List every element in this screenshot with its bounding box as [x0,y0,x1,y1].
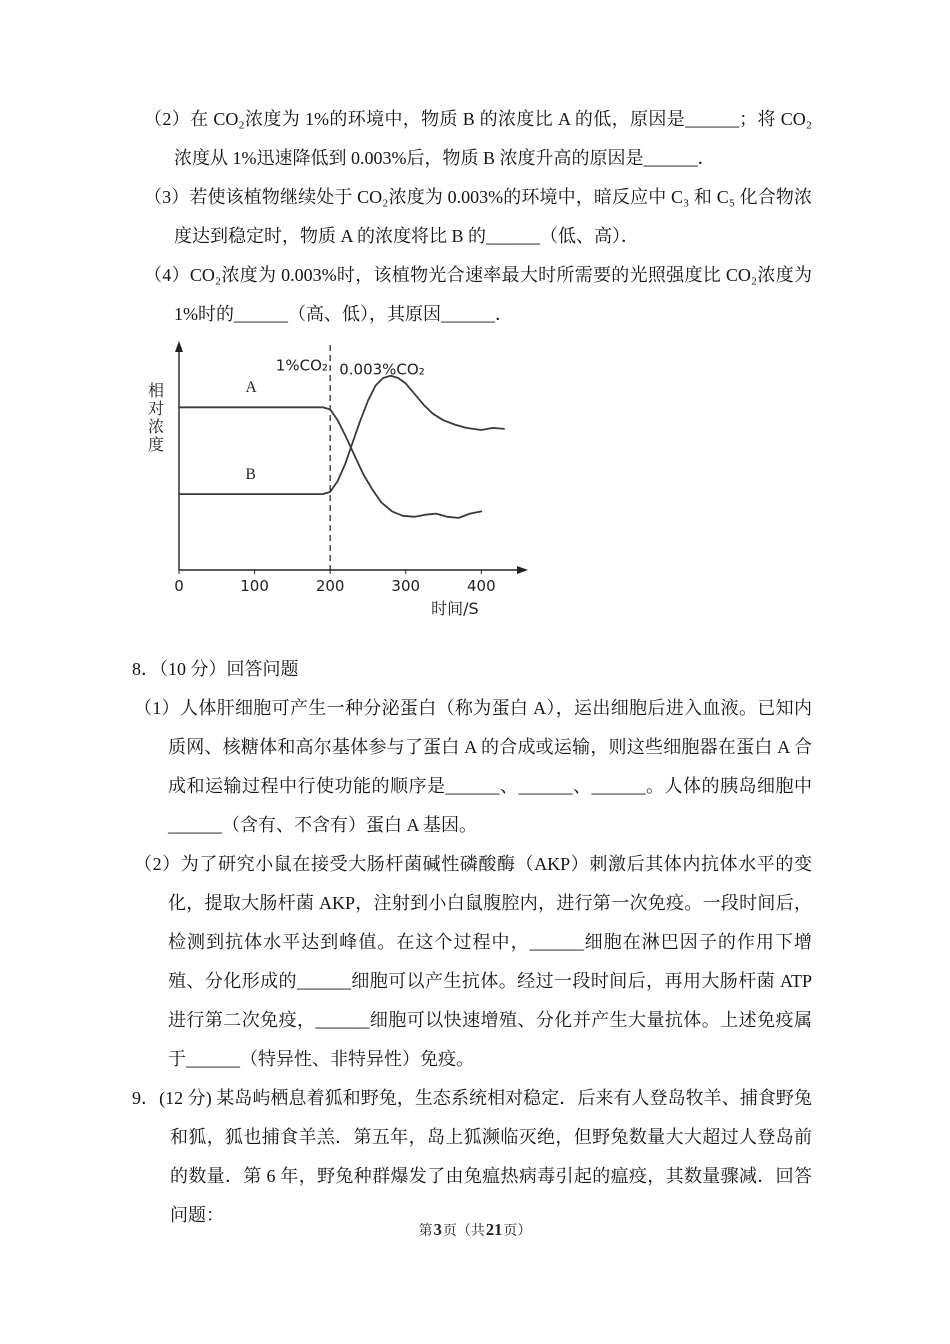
curve-B [179,376,504,494]
question8-header: 8．（10 分）回答问题 [132,659,299,679]
question8-part2: （2）为了研究小鼠在接受大肠杆菌碱性磷酸酶（AKP）刺激后其体内抗体水平的变化，提取大肠杆菌 AKP，注射到小白鼠腹腔内，进行第一次免疫。一段时间后，检测到抗体水平达到峰值。在这个过程中，______细胞在淋巴因子的作用下增殖、分化形成的______细胞可以产生抗体。经过一段时间后，再用大肠杆菌 ATP 进行第二次免疫，______细胞可以快速增殖、分化并产生大量抗体。上述免疫属于______（特异性、非特异性）免疫。 [134,854,812,1069]
curve-label-A: A [245,379,257,397]
chart-canvas [134,338,554,626]
question9-stem: 9．(12 分) 某岛屿栖息着狐和野兔，生态系统相对稳定．后来有人登岛牧羊、捕食野兔和狐，狐也捕食羊羔．第五年，岛上狐濒临灭绝，但野兔数量大大超过人登岛前的数量．第 6 年，野兔种群爆发了由兔瘟热病毒引起的瘟疫，其数量骤减．回答问题： [132,1088,812,1225]
footer-middle: 页（共 [442,1224,485,1239]
x-axis-arrow-icon [517,566,528,574]
page-footer [0,1220,950,1240]
y-axis-title: 相对浓度 [148,381,165,454]
question8-part1: （1）人体肝细胞可产生一种分泌蛋白（称为蛋白 A），运出细胞后进入血液。已知内质网、核糖体和高尔基体参与了蛋白 A 的合成或运输，则这些细胞器在蛋白 A 合成和运输过程中行使功能的顺序是______、______、______。人体的胰岛细胞中______（含有、不含有）蛋白 A 基因。 [134,698,812,835]
total-page-count: 21 [485,1220,503,1239]
co2-annotation-1: 0.003%CO₂ [339,360,425,379]
question7-part3: （3）若使该植物继续处于 CO₂浓度为 0.003%的环境中，暗反应中 C₃ 和 C₅ 化合物浓度达到稳定时，物质 A 的浓度将比 B 的______（低、高）． [144,187,812,246]
x-tick-label: 0 [174,577,184,595]
x-tick-label: 200 [315,577,345,595]
x-tick-label: 100 [240,577,269,595]
footer-prefix: 第 [418,1224,433,1239]
x-tick-label: 300 [391,577,421,595]
current-page-number: 3 [433,1220,442,1239]
x-tick-label: 400 [467,577,496,595]
curve-A [179,407,481,518]
co2-concentration-chart [134,338,812,640]
footer-suffix: 页） [503,1224,532,1239]
y-axis-arrow-icon [175,341,183,352]
curve-label-B: B [245,465,256,483]
x-axis-title: 时间/S [431,599,479,618]
question7-part4: （4）CO₂浓度为 0.003%时，该植物光合速率最大时所需要的光照强度比 CO₂浓度为 1%时的______（高、低），其原因______． [144,265,812,324]
co2-annotation-0: 1%CO₂ [275,356,328,375]
question7-part2: （2）在 CO₂浓度为 1%的环境中，物质 B 的浓度比 A 的低，原因是______；将 CO₂浓度从 1%迅速降低到 0.003%后，物质 B 浓度升高的原因是______． [144,109,812,168]
